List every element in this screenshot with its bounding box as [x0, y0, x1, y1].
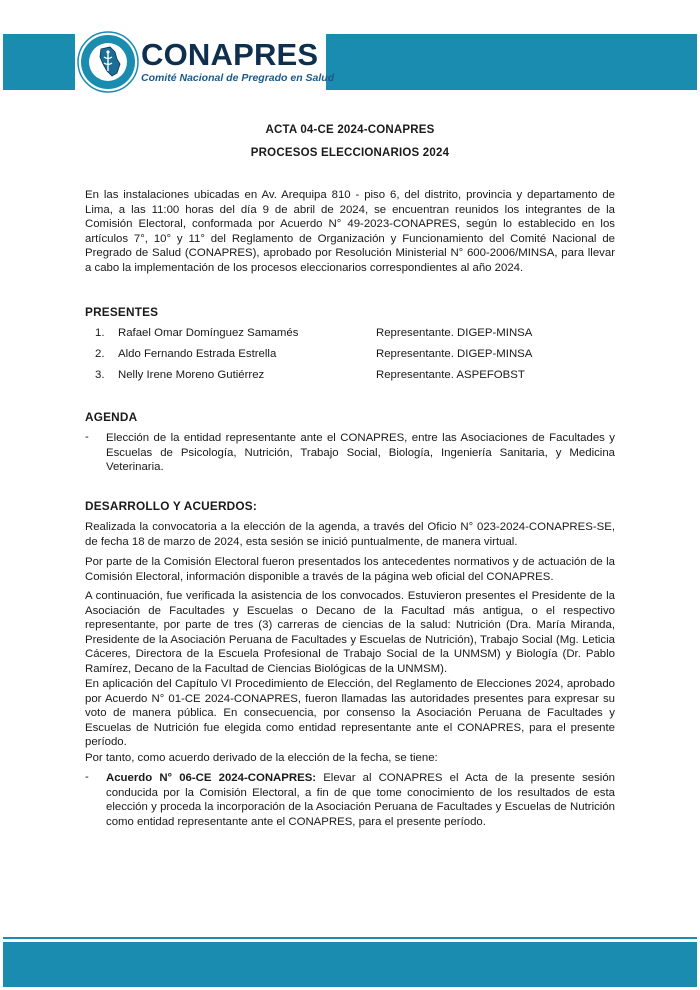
acuerdo-item: [106, 771, 615, 829]
row-number: 2.: [95, 348, 105, 360]
document-subtitle: PROCESOS ELECCIONARIOS 2024: [250, 147, 450, 159]
acuerdo-bullet: -: [85, 771, 89, 783]
agenda-bullet: -: [85, 431, 89, 443]
footer-band: [3, 942, 697, 987]
conapres-seal-logo: [77, 31, 139, 93]
desarrollo-heading: DESARROLLO Y ACUERDOS:: [85, 499, 257, 513]
agenda-item: Elección de la entidad representante ante el CONAPRES, entre las Asociaciones de Facultades y Escuelas de Psicología, Nutrición, Trabajo Social, Biología, Ingeniería Sanitaria, y Medicina Veterinaria.: [106, 432, 615, 474]
acuerdo-text: Elevar al CONAPRES el Acta de la presente sesión conducida por la Comisión Electoral, a fin de que tome conocimiento de los resultados de esta elección y proceda la incorporación de la Asociación Peruana de Facultades y Escuelas de Nutrición como entidad representante ante el CONAPRES, para el presente período.: [106, 772, 615, 828]
intro-paragraph: En las instalaciones ubicadas en Av. Arequipa 810 - piso 6, del distrito, provincia y departamento de Lima, a las 11:00 horas del día 9 de abril de 2024, se encuentran reunidos los integrantes de la Comisión Electoral, conformada por Acuerdo N° 49-2023-CONAPRES, según lo establecido en los artículos 7°, 10° y 11° del Reglamento de Organización y Funcionamiento del Comité Nacional de Pregrado de Salud (CONAPRES), aprobado por Resolución Ministerial N° 600-2006/MINSA, para llevar a cabo la implementación de los procesos eleccionarios correspondientes al año 2024.: [85, 189, 615, 274]
member-name: Rafael Omar Domínguez Samamés: [118, 327, 299, 339]
member-role: Representante. ASPEFOBST: [376, 369, 525, 381]
member-role: Representante. DIGEP-MINSA: [376, 327, 533, 339]
brand-block: [141, 38, 334, 85]
desarrollo-paragraph-5: Por tanto, como acuerdo derivado de la elección de la fecha, se tiene:: [85, 752, 438, 764]
header-band-left: [3, 34, 75, 90]
member-name: Aldo Fernando Estrada Estrella: [118, 348, 277, 360]
desarrollo-paragraph-3: A continuación, fue verificada la asistencia de los convocados. Estuvieron presentes el Presidente de la Asociación de Facultades y Escuelas o Decano de la Facultad más antigua, o el respectivo representante, por parte de tres (3) carreras de ciencias de la salud: Nutrición (Dra. María Miranda, Presidente de la Asociación Peruana de Facultades y Escuelas de Nutrición), Trabajo Social (Mg. Leticia Cáceres, Directora de la Escuela Profesional de Trabajo Social de la UNMSM) y Biología (Dr. Pablo Ramírez, Decano de la Facultad de Ciencias Biológicas de la UNMSM).: [85, 590, 615, 675]
row-number: 1.: [95, 327, 105, 339]
header-band-right: [326, 34, 697, 90]
document-title: ACTA 04-CE 2024-CONAPRES: [265, 124, 435, 136]
presentes-heading: PRESENTES: [85, 305, 159, 319]
member-name: Nelly Irene Moreno Gutiérrez: [118, 369, 265, 381]
brand-name: CONAPRES: [141, 37, 319, 72]
agenda-heading: AGENDA: [85, 410, 138, 424]
footer-line: [3, 937, 697, 939]
row-number: 3.: [95, 369, 105, 381]
desarrollo-paragraph-1: Realizada la convocatoria a la elección de la agenda, a través del Oficio N° 023-2024-CONAPRES-SE, de fecha 18 de marzo de 2024, esta sesión se inició puntualmente, de manera virtual.: [85, 521, 615, 548]
member-role: Representante. DIGEP-MINSA: [376, 348, 533, 360]
brand-subtitle: Comité Nacional de Pregrado en Salud: [141, 72, 335, 84]
acuerdo-label: Acuerdo N° 06-CE 2024-CONAPRES:: [106, 772, 317, 784]
desarrollo-paragraph-2: Por parte de la Comisión Electoral fueron presentados los antecedentes normativos y de actuación de la Comisión Electoral, información disponible a través de la página web oficial del CONAPRES.: [85, 556, 615, 583]
desarrollo-paragraph-4: En aplicación del Capítulo VI Procedimiento de Elección, del Reglamento de Elecciones 2024, aprobado por Acuerdo N° 01-CE 2024-CONAPRES, fueron llamadas las autoridades presentes para expresar su voto de manera pública. En consecuencia, por consenso la Asociación Peruana de Facultades y Escuelas de Nutrición fue elegida como entidad representante ante el CONAPRES, para el presente período.: [85, 678, 615, 749]
